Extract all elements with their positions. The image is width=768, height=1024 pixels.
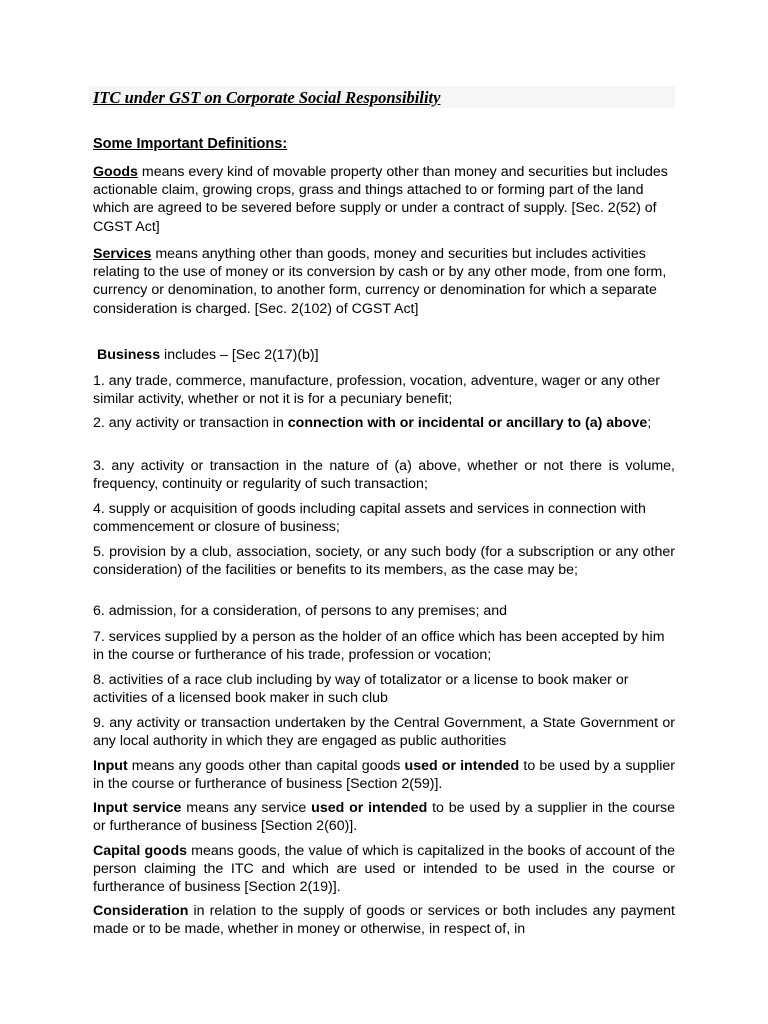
definition-business-text: includes – [Sec 2(17)(b)] [160,347,319,363]
definition-services-text: means anything other than goods, money and securities but includes activities relating to the use of money or its conversion by cash or by any other mode, from one form, currency or denomination, to another form, currency or denomination for which a separate consideration is charged. [Sec. 2(102) of CGST Act] [93,246,667,317]
section-heading: Some Important Definitions: [93,136,288,152]
definition-input-service: Input service means any service used or intended to be used by a supplier in the course or furtherance of business [Section 2(60)]. [93,800,676,835]
list-item-2: 2. any activity or transaction in connection with or incidental or ancillary to (a) above; [93,415,652,431]
document-title: ITC under GST on Corporate Social Responsibility [93,88,441,107]
list-item-6: 6. admission, for a consideration, of persons to any premises; and [93,603,508,619]
term-consideration: Consideration [93,903,189,919]
term-business: Business [97,347,161,363]
definition-business [97,346,679,364]
list-item-8: 8. activities of a race club including by way of totalizator or a license to book maker or activities of a licensed book maker in such club [93,672,629,707]
list-item-1: 1. any trade, commerce, manufacture, profession, vocation, adventure, wager or any other similar activity, whether or not it is for a pecuniary benefit; [93,373,661,408]
term-input-service: Input service [93,800,182,816]
list-item-4: 4. supply or acquisition of goods including capital assets and services in connection with commencement or closure of business; [93,501,646,536]
list-item-7: 7. services supplied by a person as the holder of an office which has been accepted by him in the course or furtherance of his trade, profession or vocation; [93,629,665,664]
term-input: Input [93,758,128,774]
list-item-5: 5. provision by a club, association, society, or any such body (for a subscription or any other consideration) of the facilities or benefits to its members, as the case may be; [93,544,675,579]
definition-services [93,245,675,318]
term-goods: Goods [93,164,138,180]
definition-consideration: Consideration in relation to the supply of goods or services or both includes any payment made or to be made, whether in money or otherwise, in respect of, in [93,903,675,938]
definition-goods-text: means every kind of movable property other than money and securities but includes actionable claim, growing crops, grass and things attached to or forming part of the land which are agreed to be severed before supply or under a contract of supply. [Sec. 2(52) of CGST Act] [93,164,668,235]
definition-goods [93,163,675,236]
definition-input: Input means any goods other than capital goods used or intended to be used by a supplier in the course or furtherance of business [Section 2(59)]. [93,758,676,793]
term-capital-goods: Capital goods [93,843,187,859]
definition-capital-goods: Capital goods means goods, the value of which is capitalized in the books of account of the person claiming the ITC and which are used or intended to be used in the course or furtherance of business [Section 2(19)]. [93,843,675,896]
list-item-9: 9. any activity or transaction undertaken by the Central Government, a State Government or any local authority in which they are engaged as public authorities [93,715,675,750]
list-item-3: 3. any activity or transaction in the nature of (a) above, whether or not there is volume, frequency, continuity or regularity of such transaction; [93,458,675,493]
term-services: Services [93,246,152,262]
